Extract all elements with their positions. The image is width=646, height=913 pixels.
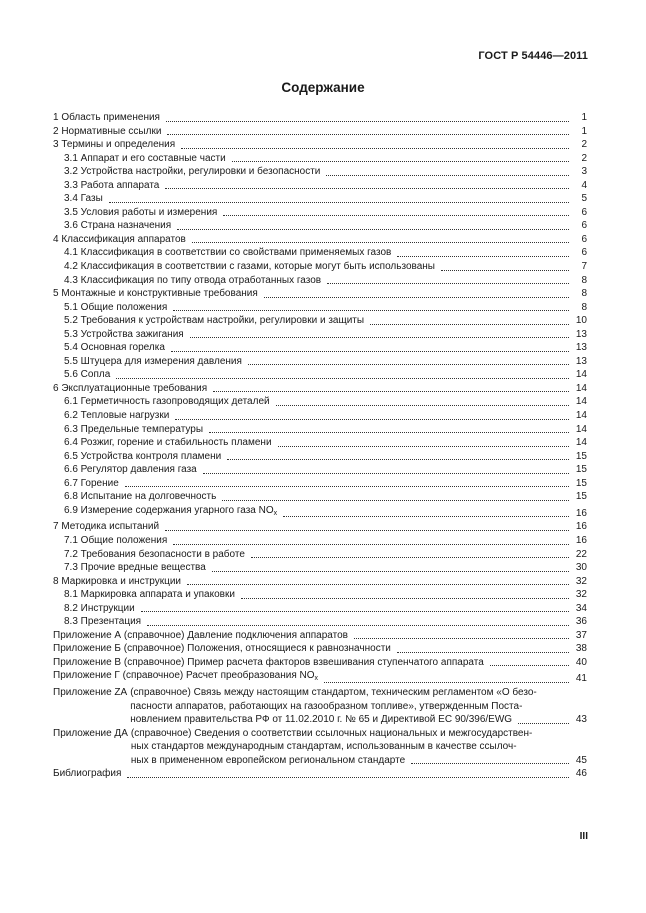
- toc-entry-appendix[interactable]: [53, 686, 587, 727]
- toc-entry-text: Библиография: [53, 768, 122, 780]
- dot-leader: [141, 611, 569, 612]
- toc-entry-title: [64, 260, 435, 274]
- toc-entry-title: [64, 450, 221, 464]
- dot-leader: [283, 516, 569, 517]
- dot-leader: [192, 242, 569, 243]
- dot-leader: [190, 337, 569, 338]
- dot-leader: [147, 625, 569, 626]
- dot-leader: [187, 584, 569, 585]
- toc-entry-text: 3.3 Работа аппарата: [64, 179, 160, 191]
- toc-entry-text: 6.3 Предельные температуры: [64, 423, 204, 435]
- toc-page-number: 36: [575, 616, 587, 628]
- toc-entry[interactable]: [53, 152, 587, 166]
- dot-leader: [397, 652, 569, 653]
- toc-entry-text: 6.7 Горение: [64, 477, 119, 489]
- toc-entry-text: 6.1 Герметичность газопроводящих деталей: [64, 396, 270, 408]
- toc-entry-title: [53, 287, 258, 301]
- toc-page-number: 14: [575, 410, 587, 422]
- toc-entry[interactable]: [53, 477, 587, 491]
- toc-entry-title: [64, 301, 167, 315]
- toc-entry[interactable]: [53, 615, 587, 629]
- toc-page-number: 15: [575, 491, 587, 503]
- dot-leader: [173, 544, 569, 545]
- toc-entry-text: Приложение В (справочное) Пример расчета факторов взвешивания ступенчатого аппарата: [53, 656, 484, 668]
- dot-leader: [397, 256, 569, 257]
- toc-entry-text: 1 Область применения: [53, 112, 160, 123]
- toc-entry-title: [64, 615, 141, 629]
- dot-leader: [370, 324, 569, 325]
- toc-entry[interactable]: [53, 629, 587, 643]
- appendix-title-line: (справочное) Сведения о соответствии ссылочных национальных и межгосударствен-: [130, 727, 533, 739]
- toc-page-number: 14: [575, 423, 587, 435]
- toc-entry-text: 5.1 Общие положения: [64, 301, 168, 313]
- dot-leader: [232, 161, 569, 162]
- toc-entry[interactable]: [53, 561, 587, 575]
- toc-entry[interactable]: [53, 219, 587, 233]
- toc-entry-title: [53, 767, 121, 781]
- toc-page-number: 1: [581, 112, 587, 123]
- toc-entry[interactable]: [53, 233, 587, 247]
- toc-page-number: 15: [575, 464, 587, 476]
- toc-entry-title: [53, 575, 181, 589]
- toc-page-number: 37: [575, 629, 587, 641]
- dot-leader: [127, 777, 569, 778]
- toc-entry-title: [64, 314, 364, 328]
- dot-leader: [116, 378, 569, 379]
- page-title: Содержание: [281, 80, 365, 95]
- dot-leader: [278, 446, 569, 447]
- toc-entry-text: 6.8 Испытание на долговечность: [64, 491, 217, 503]
- toc-entry-title: [64, 341, 165, 355]
- toc-entry-text: 5.4 Основная горелка: [64, 342, 165, 354]
- dot-leader: [326, 175, 569, 176]
- toc-entry[interactable]: [53, 179, 587, 193]
- dot-leader: [227, 459, 569, 460]
- toc-page-number: 16: [575, 534, 587, 546]
- toc-entry-text: 7 Методика испытаний: [53, 521, 160, 533]
- toc-page-number: 14: [575, 369, 587, 381]
- toc-page-number: 45: [575, 754, 587, 766]
- toc-entry-text: Приложение А (справочное) Давление подключения аппаратов: [53, 629, 348, 641]
- toc-entry[interactable]: [53, 274, 587, 288]
- toc-entry[interactable]: [53, 575, 587, 589]
- toc-page-number: 6: [581, 233, 587, 245]
- toc-entry-text: 3.2 Устройства настройки, регулировки и безопасности: [64, 166, 321, 178]
- toc-entry-title: [64, 477, 119, 491]
- toc-entry-title: [64, 490, 216, 504]
- toc-page-number: 40: [575, 656, 587, 668]
- toc-page-number: 32: [575, 575, 587, 587]
- toc-entry[interactable]: [53, 450, 587, 464]
- document-number: ГОСТ Р 54446—2011: [478, 50, 588, 62]
- toc-entry-text: 2 Нормативные ссылки: [53, 125, 162, 137]
- dot-leader: [203, 473, 569, 474]
- toc-entry[interactable]: [53, 341, 587, 355]
- dot-leader: [165, 530, 569, 531]
- toc-entry-title: [64, 165, 320, 179]
- toc-entry[interactable]: [53, 355, 587, 369]
- dot-leader: [251, 557, 569, 558]
- toc-entry[interactable]: [53, 192, 587, 206]
- toc-entry[interactable]: [53, 314, 587, 328]
- toc-page-number: 14: [575, 437, 587, 449]
- toc-entry[interactable]: [53, 534, 587, 548]
- toc-entry[interactable]: [53, 642, 587, 656]
- toc-entry-text: 7.3 Прочие вредные вещества: [64, 562, 206, 574]
- dot-leader: [213, 391, 569, 392]
- toc-entry[interactable]: [53, 246, 587, 260]
- dot-leader: [223, 215, 569, 216]
- toc-entry[interactable]: [53, 463, 587, 477]
- toc-page-number: 13: [575, 342, 587, 354]
- toc-entry-text: 5.2 Требования к устройствам настройки, регулировки и защиты: [64, 315, 365, 327]
- toc-entry-title: [64, 561, 206, 575]
- toc-entry-title: [64, 246, 391, 260]
- toc-entry-text: 4.1 Классификация в соответствии со свойствами применяемых газов: [64, 247, 392, 259]
- appendix-title-line: ных стандартов международным стандартам, использованным в качестве ссылоч-: [130, 741, 517, 753]
- toc-entry-text: 5.5 Штуцера для измерения давления: [64, 355, 242, 367]
- toc-entry-text: 6.6 Регулятор давления газа: [64, 464, 197, 476]
- toc-entry[interactable]: [53, 382, 587, 396]
- toc-entry-title: [64, 534, 167, 548]
- toc-entry-text: 7.2 Требования безопасности в работе: [64, 548, 245, 560]
- toc-entry-text: 6.4 Розжиг, горение и стабильность пламени: [64, 437, 272, 449]
- toc-page-number: 6: [581, 220, 587, 232]
- toc-entry-title: [53, 111, 160, 125]
- toc-entry-title: [53, 656, 484, 670]
- toc-entry-text: 4 Классификация аппаратов: [53, 233, 186, 245]
- toc-entry-text: 5.3 Устройства зажигания: [64, 328, 184, 340]
- toc-page-number: 13: [575, 355, 587, 367]
- dot-leader: [324, 682, 569, 683]
- toc-entry-title: [64, 588, 235, 602]
- toc-entry-text: 7.1 Общие положения: [64, 534, 168, 546]
- toc-page-number: 14: [575, 396, 587, 408]
- appendix-label: Приложение ZA: [53, 686, 128, 698]
- toc-entry-text: 5 Монтажные и конструктивные требования: [53, 288, 258, 300]
- dot-leader: [209, 432, 569, 433]
- toc-entry-title: [53, 629, 348, 643]
- toc-entry[interactable]: [53, 656, 587, 670]
- toc-page-number: 6: [581, 247, 587, 259]
- toc-page-number: 8: [581, 274, 587, 286]
- toc-entry-text: 3.4 Газы: [64, 193, 103, 205]
- toc-entry[interactable]: [53, 287, 587, 301]
- dot-leader: [181, 148, 569, 149]
- dot-leader: [125, 486, 569, 487]
- dot-leader: [166, 121, 569, 122]
- toc-entry[interactable]: [53, 260, 587, 274]
- toc-entry-text: 8.3 Презентация: [64, 616, 142, 628]
- dot-leader: [167, 134, 569, 135]
- toc-entry[interactable]: [53, 328, 587, 342]
- subscript: x: [314, 675, 319, 683]
- toc-entry[interactable]: [53, 125, 587, 139]
- dot-leader: [441, 270, 569, 271]
- dot-leader: [165, 188, 569, 189]
- toc-entry-text: 6.9 Измерение содержания угарного газа NO: [64, 504, 274, 516]
- toc-entry[interactable]: [53, 138, 587, 152]
- toc-page-number: 32: [575, 589, 587, 601]
- toc-page-number: 1: [581, 125, 587, 137]
- dot-leader: [175, 419, 569, 420]
- toc-entry[interactable]: [53, 602, 587, 616]
- toc-page-number: 13: [575, 328, 587, 340]
- toc-entry-title: [64, 274, 321, 288]
- dot-leader: [222, 500, 569, 501]
- toc-page-number: 43: [575, 714, 587, 726]
- toc-entry-text: 3.6 Страна назначения: [64, 220, 172, 232]
- toc-entry[interactable]: [53, 520, 587, 534]
- dot-leader: [264, 297, 569, 298]
- toc-entry[interactable]: [53, 490, 587, 504]
- toc-entry-text: 4.3 Классификация по типу отвода отработанных газов: [64, 274, 322, 286]
- toc-entry-title: [64, 436, 272, 450]
- toc-entry-title: [64, 328, 184, 342]
- dot-leader: [354, 638, 569, 639]
- toc-entry-title: [64, 192, 103, 206]
- toc-entry-text: 6.5 Устройства контроля пламени: [64, 450, 222, 462]
- toc-page-number: 7: [581, 261, 587, 273]
- toc-entry[interactable]: [53, 165, 587, 179]
- toc-entry-title: [64, 206, 217, 220]
- toc-page-number: 22: [575, 548, 587, 560]
- toc-page-number: 2: [581, 139, 587, 151]
- dot-leader: [411, 763, 569, 764]
- toc-page-number: 4: [581, 179, 587, 191]
- toc-entry[interactable]: [53, 368, 587, 382]
- toc-page-number: 16: [575, 521, 587, 533]
- dot-leader: [276, 405, 569, 406]
- dot-leader: [173, 310, 569, 311]
- toc-entry-title: [64, 409, 169, 423]
- toc-entry[interactable]: [53, 669, 587, 686]
- toc-entry[interactable]: [53, 436, 587, 450]
- toc-entry-text: Приложение Б (справочное) Положения, относящиеся к равнозначности: [53, 643, 391, 655]
- toc-entry-title: [53, 382, 207, 396]
- page-number: III: [579, 831, 588, 842]
- toc-entry-title: [53, 520, 159, 534]
- toc-page-number: 2: [581, 152, 587, 164]
- toc-entry-title: [64, 152, 226, 166]
- appendix-title-line: ных в примененном европейском региональном стандарте: [130, 754, 406, 766]
- toc-entry-title: [64, 504, 277, 521]
- toc-entry-text: 6 Эксплуатационные требования: [53, 382, 208, 394]
- toc-page-number: 3: [581, 166, 587, 178]
- dot-leader: [212, 571, 569, 572]
- dot-leader: [171, 351, 569, 352]
- toc-entry-text: 5.6 Сопла: [64, 369, 111, 381]
- toc-entry-title: [53, 233, 186, 247]
- toc-entry-title: [53, 125, 161, 139]
- toc-entry[interactable]: [53, 504, 587, 521]
- toc-page-number: 15: [575, 477, 587, 489]
- appendix-title-line: новлением правительства РФ от 11.02.2010 г. № 65 и Директивой ЕС 90/396/EWG: [130, 714, 513, 726]
- toc-entry[interactable]: [53, 548, 587, 562]
- toc-entry-text: Приложение Г (справочное) Расчет преобразования NO: [53, 670, 315, 682]
- toc-page-number: 34: [575, 602, 587, 614]
- toc-entry-title: [53, 642, 391, 656]
- dot-leader: [177, 229, 569, 230]
- toc-entry-text: 8.1 Маркировка аппарата и упаковки: [64, 589, 235, 601]
- toc-entry-text: 8.2 Инструкции: [64, 602, 135, 614]
- toc-entry-title: [64, 395, 270, 409]
- toc-entry-text: 3.1 Аппарат и его составные части: [64, 152, 226, 164]
- toc-page-number: 6: [581, 206, 587, 218]
- toc-entry-title: [64, 463, 197, 477]
- toc-entry[interactable]: [53, 423, 587, 437]
- dot-leader: [518, 723, 569, 724]
- toc-page-number: 16: [575, 507, 587, 519]
- toc-page-number: 10: [575, 315, 587, 327]
- toc-entry-title: [64, 355, 242, 369]
- toc-entry-title: [64, 219, 171, 233]
- toc-entry-title: [53, 669, 318, 686]
- toc-entry-title: [64, 602, 135, 616]
- toc-entry-text: 3 Термины и определения: [53, 139, 176, 151]
- toc-entry-text: 6.2 Тепловые нагрузки: [64, 410, 170, 422]
- dot-leader: [109, 202, 569, 203]
- toc-entry-title: [64, 368, 110, 382]
- toc-entry[interactable]: [53, 767, 587, 781]
- toc-page-number: 5: [581, 193, 587, 205]
- dot-leader: [241, 598, 569, 599]
- appendix-title-line: (справочное) Связь между настоящим стандартом, техническим регламентом «О безо-: [130, 686, 537, 698]
- toc-entry-text: 4.2 Классификация в соответствии с газами, которые могут быть использованы: [64, 261, 435, 273]
- appendix-label: Приложение ДА: [53, 727, 128, 739]
- subscript: x: [273, 509, 278, 517]
- toc-entry[interactable]: [53, 111, 587, 125]
- toc-page-number: 46: [575, 768, 587, 780]
- toc-entry[interactable]: [53, 301, 587, 315]
- dot-leader: [248, 364, 569, 365]
- dot-leader: [490, 665, 569, 666]
- toc-page-number: 38: [575, 643, 587, 655]
- toc-entry[interactable]: [53, 409, 587, 423]
- toc-page-number: 41: [575, 673, 587, 685]
- toc-entry-title: [64, 423, 203, 437]
- toc-entry[interactable]: [53, 206, 587, 220]
- toc-entry-title: [53, 138, 175, 152]
- toc-entry-text: 8 Маркировка и инструкции: [53, 575, 182, 587]
- dot-leader: [327, 283, 569, 284]
- toc-entry-title: [64, 179, 159, 193]
- toc-entry-appendix[interactable]: [53, 727, 587, 768]
- table-of-contents: [53, 111, 587, 781]
- toc-entry[interactable]: [53, 395, 587, 409]
- toc-entry[interactable]: [53, 588, 587, 602]
- appendix-title-line: пасности аппаратов, работающих на газообразном топливе», утвержденным Поста-: [130, 700, 523, 712]
- toc-page-number: 8: [581, 301, 587, 313]
- toc-entry-text: 3.5 Условия работы и измерения: [64, 206, 218, 218]
- toc-page-number: 8: [581, 288, 587, 300]
- toc-page-number: 14: [575, 382, 587, 394]
- toc-entry-title: [64, 548, 245, 562]
- toc-page-number: 15: [575, 450, 587, 462]
- toc-page-number: 30: [575, 562, 587, 574]
